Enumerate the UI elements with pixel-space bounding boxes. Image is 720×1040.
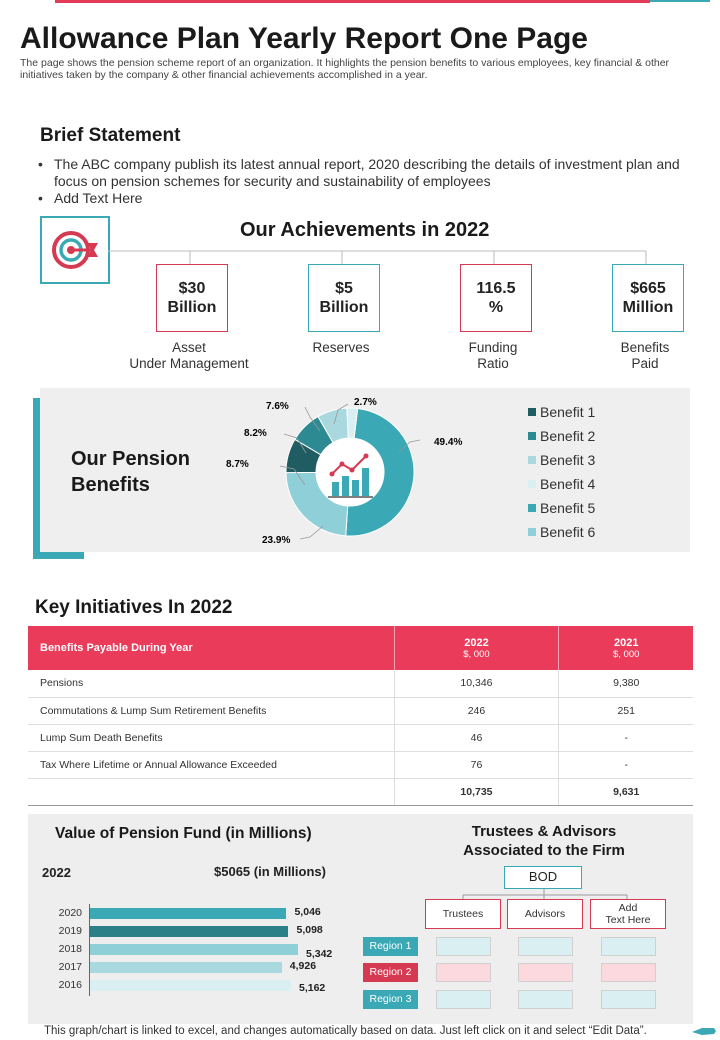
bar-category-label: 2019 bbox=[58, 925, 82, 937]
table-cell: - bbox=[559, 751, 693, 778]
brief-bullet: • The ABC company publish its latest annual report, 2020 describing the details of investment plan and focus on pension schemes for security and sustainability of employees bbox=[38, 156, 698, 190]
kpi-funding-ratio-label: Funding Ratio bbox=[468, 340, 518, 371]
slice-label: 49.4% bbox=[434, 437, 463, 448]
fund-year: 2022 bbox=[42, 865, 71, 880]
region-cell bbox=[436, 963, 491, 982]
fund-heading: Value of Pension Fund (in Millions) bbox=[55, 825, 312, 842]
achievements-heading: Our Achievements in 2022 bbox=[240, 219, 490, 241]
slice-label: 8.7% bbox=[226, 459, 249, 470]
kpi-reserves-label: Reserves bbox=[312, 340, 370, 355]
legend-swatch bbox=[528, 456, 536, 464]
region-cell bbox=[518, 963, 573, 982]
table-cell: Lump Sum Death Benefits bbox=[28, 724, 394, 751]
top-accent-line bbox=[55, 0, 650, 3]
bod-box: BOD bbox=[504, 866, 582, 889]
legend-item: Benefit 6 bbox=[528, 520, 595, 544]
column-header: 2022 $, 000 bbox=[394, 626, 559, 670]
kpi-asset: $30 Billion bbox=[156, 264, 228, 332]
table-total-row bbox=[28, 778, 693, 805]
fund-total: $5065 (in Millions) bbox=[214, 864, 326, 879]
table-cell: 251 bbox=[559, 697, 693, 724]
pension-donut-chart bbox=[220, 392, 463, 548]
table-cell: Tax Where Lifetime or Annual Allowance Exceeded bbox=[28, 751, 394, 778]
kpi-asset-label: Asset Under Management bbox=[129, 340, 249, 371]
table-cell: 246 bbox=[394, 697, 559, 724]
kpi-benefits-paid: $665 Million bbox=[612, 264, 684, 332]
bar-value-label: 5,342 bbox=[306, 948, 333, 960]
region-cell bbox=[518, 937, 573, 956]
table-cell: Commutations & Lump Sum Retirement Benefits bbox=[28, 697, 394, 724]
table-cell: - bbox=[559, 724, 693, 751]
legend-item: Benefit 2 bbox=[528, 424, 595, 448]
column-header: Benefits Payable During Year bbox=[28, 626, 394, 670]
slice-label: 8.2% bbox=[244, 428, 267, 439]
legend-swatch bbox=[528, 528, 536, 536]
panel-bracket bbox=[33, 398, 40, 559]
table-row bbox=[28, 670, 693, 697]
region-cell bbox=[518, 990, 573, 1009]
brief-bullet: • Add Text Here bbox=[38, 190, 698, 207]
donut-hole bbox=[316, 438, 384, 506]
role-advisors: Advisors bbox=[507, 899, 583, 929]
hand-pointer-icon bbox=[690, 1024, 718, 1038]
table-cell: 10,735 bbox=[394, 778, 559, 805]
pension-heading: Our Pension Benefits bbox=[71, 448, 190, 496]
trustees-heading: Trustees & Advisors Associated to the Firm bbox=[463, 823, 625, 859]
region-label: Region 1 bbox=[363, 937, 418, 956]
bar bbox=[90, 908, 286, 919]
target-icon bbox=[40, 216, 110, 284]
legend-item: Benefit 3 bbox=[528, 448, 595, 472]
pension-legend bbox=[528, 400, 595, 544]
bar-category-label: 2018 bbox=[58, 943, 82, 955]
legend-swatch bbox=[528, 432, 536, 440]
bar bbox=[90, 980, 291, 991]
table-row bbox=[28, 751, 693, 778]
table-cell: 9,631 bbox=[559, 778, 693, 805]
bar-category-label: 2017 bbox=[58, 961, 82, 973]
legend-item: Benefit 4 bbox=[528, 472, 595, 496]
column-header: 2021 $, 000 bbox=[559, 626, 693, 670]
panel-bracket bbox=[33, 552, 84, 559]
legend-item: Benefit 5 bbox=[528, 496, 595, 520]
page-title: Allowance Plan Yearly Report One Page bbox=[20, 22, 588, 55]
legend-item: Benefit 1 bbox=[528, 400, 595, 424]
region-cell bbox=[601, 937, 656, 956]
initiatives-heading: Key Initiatives In 2022 bbox=[35, 597, 233, 618]
bar bbox=[90, 944, 298, 955]
slice-label: 23.9% bbox=[262, 535, 291, 546]
bar-value-label: 5,046 bbox=[294, 906, 321, 918]
role-trustees: Trustees bbox=[425, 899, 501, 929]
region-cell bbox=[601, 963, 656, 982]
kpi-reserves: $5 Billion bbox=[308, 264, 380, 332]
bar-value-label: 5,162 bbox=[298, 982, 326, 994]
table-header-row bbox=[28, 626, 693, 670]
table-cell: 9,380 bbox=[559, 670, 693, 697]
page-subtitle: The page shows the pension scheme report of an organization. It highlights the pension benefits to various employees, key financial & other initiatives taken by the company & other financial achievements accomplished in a year. bbox=[20, 57, 670, 81]
kpi-funding-ratio: 116.5 % bbox=[460, 264, 532, 332]
footer-note: This graph/chart is linked to excel, and changes automatically based on data. Just left click on it and select “Edit Data”. bbox=[44, 1025, 647, 1037]
slice-label: 7.6% bbox=[266, 401, 289, 412]
top-accent-line-teal bbox=[650, 0, 710, 2]
region-cell bbox=[436, 990, 491, 1009]
table-row bbox=[28, 697, 693, 724]
region-label: Region 3 bbox=[363, 990, 418, 1009]
bar bbox=[90, 926, 288, 937]
bar-value-label: 5,098 bbox=[296, 924, 323, 936]
role-add-text: Add Text Here bbox=[590, 899, 666, 929]
legend-swatch bbox=[528, 504, 536, 512]
bar-category-label: 2020 bbox=[58, 907, 82, 919]
bar-value-label: 4,926 bbox=[289, 960, 317, 972]
table-cell bbox=[28, 778, 394, 805]
legend-swatch bbox=[528, 408, 536, 416]
table-cell: 10,346 bbox=[394, 670, 559, 697]
region-cell bbox=[601, 990, 656, 1009]
table-cell: 76 bbox=[394, 751, 559, 778]
brief-heading: Brief Statement bbox=[40, 125, 181, 146]
bar bbox=[90, 962, 282, 973]
region-cell bbox=[436, 937, 491, 956]
table-cell: Pensions bbox=[28, 670, 394, 697]
table-row bbox=[28, 724, 693, 751]
kpi-benefits-paid-label: Benefits Paid bbox=[620, 340, 670, 371]
brief-bullets bbox=[38, 156, 698, 207]
table-cell: 46 bbox=[394, 724, 559, 751]
bar-category-label: 2016 bbox=[58, 979, 82, 991]
legend-swatch bbox=[528, 480, 536, 488]
region-label: Region 2 bbox=[363, 963, 418, 982]
initiatives-table bbox=[28, 626, 693, 806]
slice-label: 2.7% bbox=[354, 397, 377, 408]
